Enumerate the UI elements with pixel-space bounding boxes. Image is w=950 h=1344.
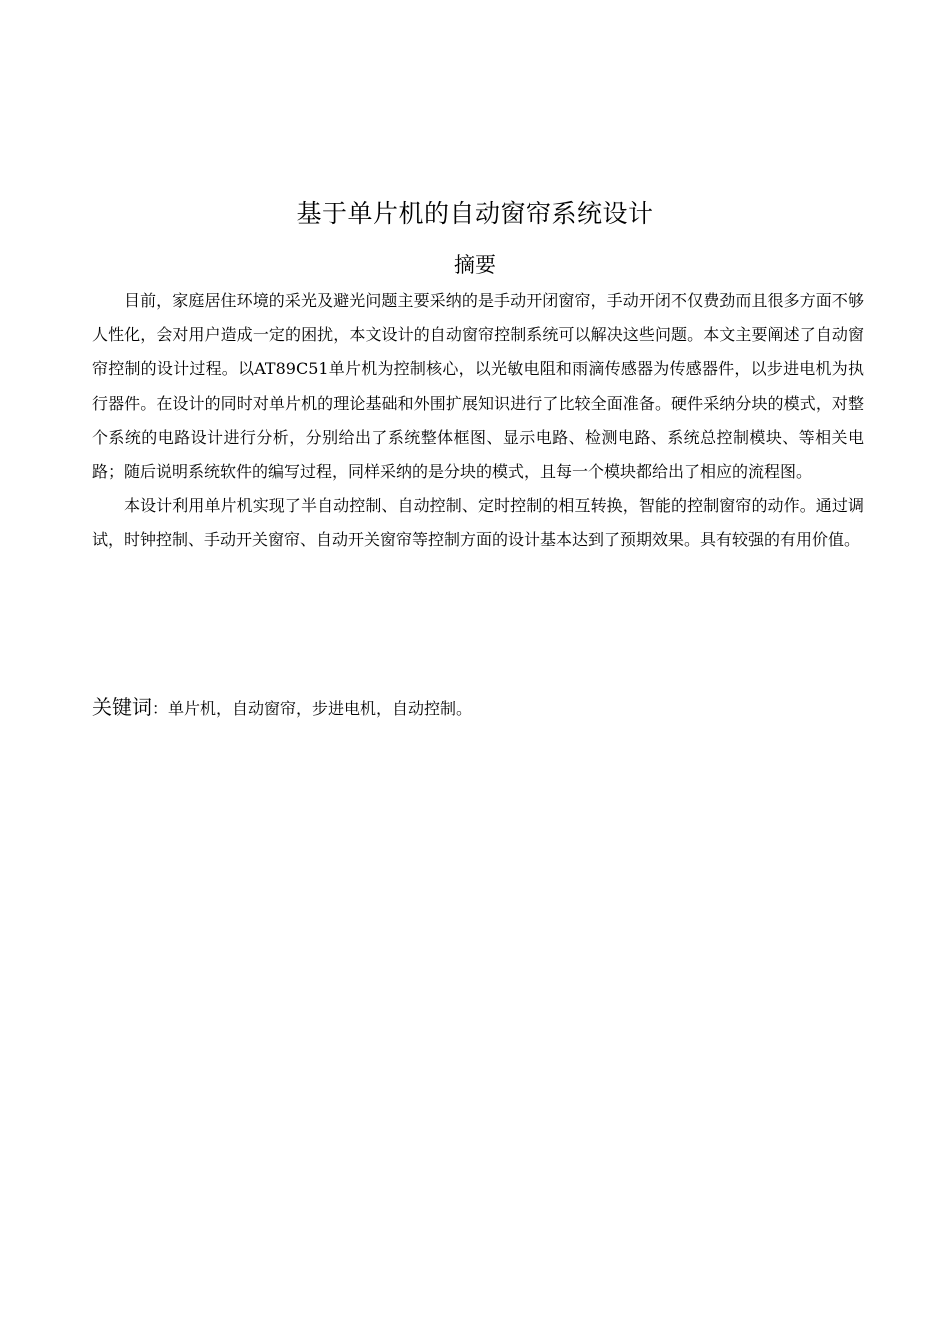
abstract-paragraph-2: 本设计利用单片机实现了半自动控制、自动控制、定时控制的相互转换，智能的控制窗帘的动作。通过调试，时钟控制、手动开关窗帘、自动开关窗帘等控制方面的设计基本达到了预期效果。具有较强的有用价值。 [92,496,864,550]
keywords-line [92,690,864,727]
abstract-paragraph-1: 目前，家庭居住环境的采光及避光问题主要采纳的是手动开闭窗帘，手动开闭不仅费劲而且很多方面不够人性化，会对用户造成一定的困扰，本文设计的自动窗帘控制系统可以解决这些问题。本文主要阐述了自动窗帘控制的设计过程。以AT89C51单片机为控制核心，以光敏电阻和雨滴传感器为传感器件，以步进电机为执行器件。在设计的同时对单片机的理论基础和外围扩展知识进行了比较全面准备。硬件采纳分块的模式，对整个系统的电路设计进行分析，分别给出了系统整体框图、显示电路、检测电路、系统总控制模块、等相关电路；随后说明系统软件的编写过程，同样采纳的是分块的模式，且每一个模块都给出了相应的流程图。 [92,291,864,482]
keywords-text: ：单片机，自动窗帘，步进电机，自动控制。 [152,699,473,718]
document-title: 基于单片机的自动窗帘系统设计 [296,199,654,228]
abstract-body [92,284,864,558]
abstract-heading: 摘要 [454,253,496,277]
keywords-label: 关键词 [92,695,152,719]
